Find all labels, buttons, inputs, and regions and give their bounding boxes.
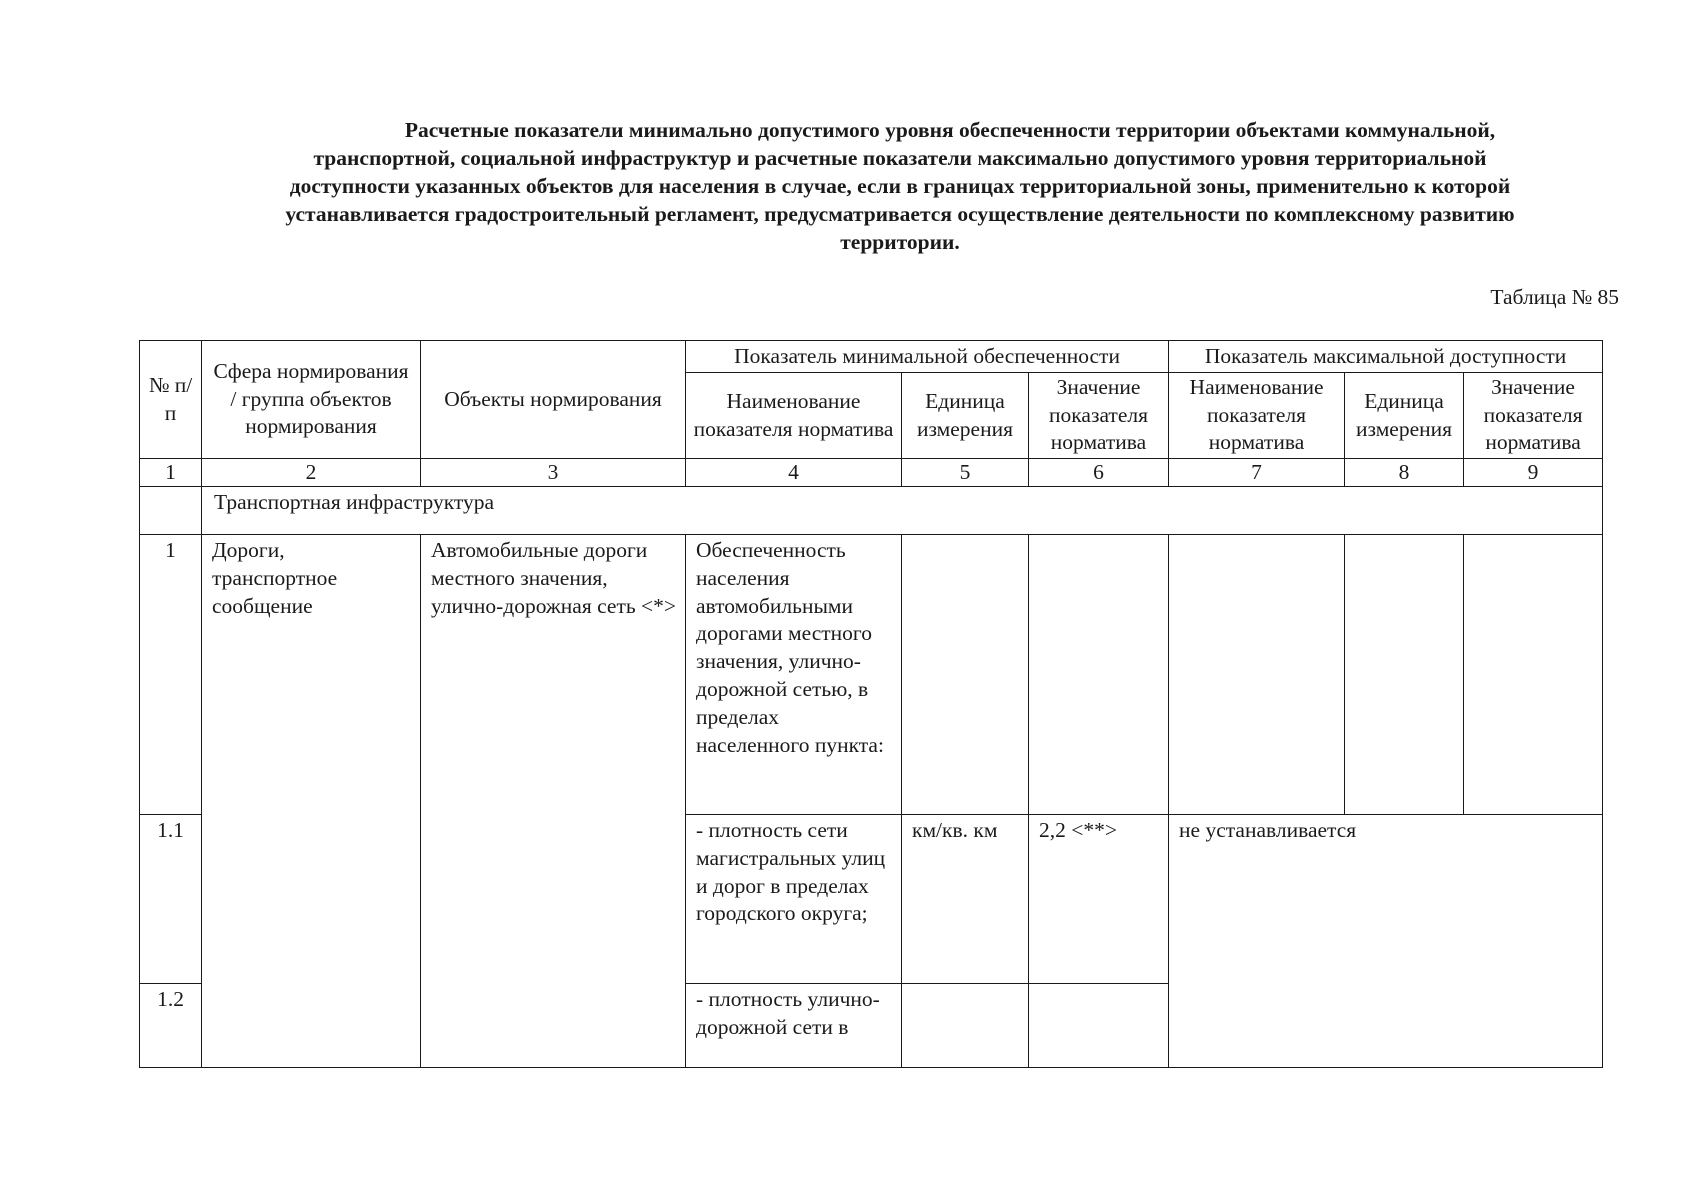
column-number: 8	[1345, 459, 1464, 487]
header-max-name: Наименование показателя норматива	[1169, 373, 1345, 459]
row-value	[1029, 535, 1169, 815]
header-max-unit: Единица измерения	[1345, 373, 1464, 459]
row-unit	[902, 535, 1029, 815]
column-number: 3	[421, 459, 686, 487]
column-number: 4	[686, 459, 902, 487]
column-number-row	[140, 459, 1603, 487]
section-title: Транспортная инфраструктура	[202, 487, 1603, 535]
table-row	[140, 535, 1603, 815]
column-number: 7	[1169, 459, 1345, 487]
header-max-value: Значение показателя норматива	[1464, 373, 1603, 459]
norms-table	[139, 340, 1603, 1068]
row-num: 1	[140, 535, 202, 815]
title-line: транспортной, социальной инфраструктур и расчетные показатели максимально допустимого уровня территориальной	[313, 146, 1487, 170]
column-number: 2	[202, 459, 421, 487]
header-objects: Объекты нормирования	[421, 341, 686, 459]
document-title	[190, 116, 1610, 256]
header-max-group: Показатель максимальной доступности	[1169, 341, 1603, 373]
table-caption: Таблица № 85	[1490, 285, 1619, 309]
column-number: 6	[1029, 459, 1169, 487]
column-number: 1	[140, 459, 202, 487]
section-row	[140, 487, 1603, 535]
column-number: 9	[1464, 459, 1603, 487]
header-sphere: Сфера нормирования / группа объектов нормирования	[202, 341, 421, 459]
section-num-cell	[140, 487, 202, 535]
row-unit	[902, 984, 1029, 1068]
title-line: доступности указанных объектов для населения в случае, если в границах территориальной зоны, применительно к которой	[289, 174, 1511, 198]
header-min-name: Наименование показателя норматива	[686, 373, 902, 459]
header-min-group: Показатель минимальной обеспеченности	[686, 341, 1169, 373]
row-objects: Автомобильные дороги местного значения, улично-дорожная сеть <*>	[421, 535, 686, 1068]
column-number: 5	[902, 459, 1029, 487]
row-max-text: не устанавливается	[1169, 815, 1603, 1068]
title-line: Расчетные показатели минимально допустимого уровня обеспеченности территории объектами коммунальной,	[404, 118, 1496, 142]
row-sphere: Дороги, транспортное сообщение	[202, 535, 421, 1068]
header-min-value: Значение показателя норматива	[1029, 373, 1169, 459]
row-max-name	[1169, 535, 1345, 815]
title-line: территории.	[840, 230, 960, 254]
row-indicator: - плотность сети магистральных улиц и дорог в пределах городского округа;	[686, 815, 902, 984]
row-unit: км/кв. км	[902, 815, 1029, 984]
header-num: № п/п	[140, 341, 202, 459]
row-num: 1.2	[140, 984, 202, 1068]
header-min-unit: Единица измерения	[902, 373, 1029, 459]
row-num: 1.1	[140, 815, 202, 984]
header-row-1	[140, 341, 1603, 373]
row-value	[1029, 984, 1169, 1068]
row-max-unit	[1345, 535, 1464, 815]
row-max-value	[1464, 535, 1603, 815]
row-value: 2,2 <**>	[1029, 815, 1169, 984]
title-line: устанавливается градостроительный регламент, предусматривается осуществление деятельности по комплексному развитию	[285, 202, 1515, 226]
row-indicator: - плотность улично-дорожной сети в	[686, 984, 902, 1068]
row-indicator: Обеспеченность населения автомобильными дорогами местного значения, улично-дорожной сетью, в пределах населенного пункта:	[686, 535, 902, 815]
